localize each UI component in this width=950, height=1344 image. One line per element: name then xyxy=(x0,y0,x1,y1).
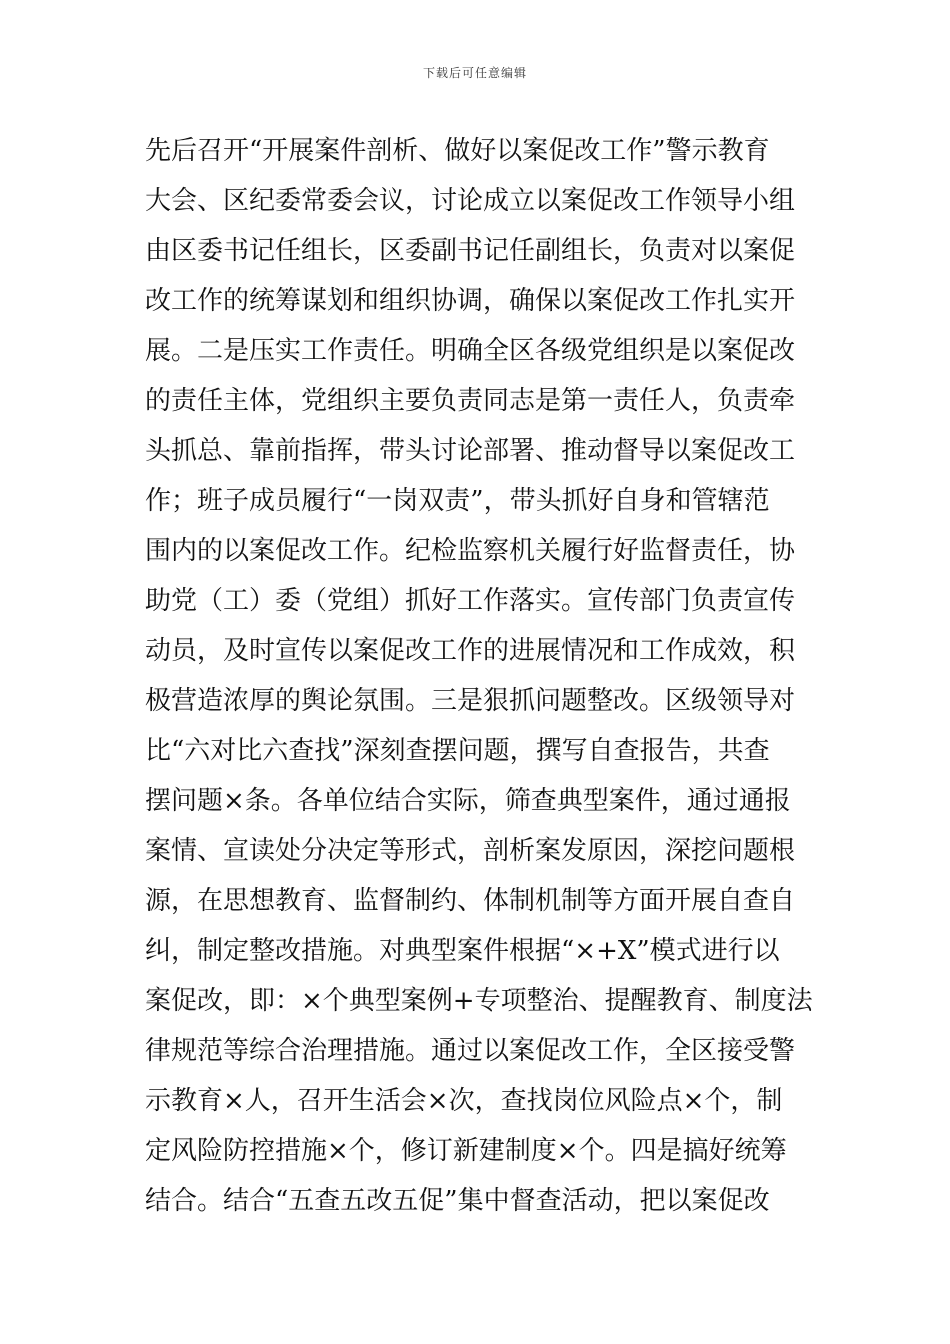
text-line: 比“六对比六查找”深刻查摆问题，撰写自查报告，共查 xyxy=(145,736,770,766)
text-line: 围内的以案促改工作。纪检监察机关履行好监督责任，协 xyxy=(145,536,796,566)
text-line: 头抓总、靠前指挥，带头讨论部署、推动督导以案促改工 xyxy=(145,436,796,466)
text-line: 助党（工）委（党组）抓好工作落实。宣传部门负责宣传 xyxy=(145,586,796,616)
text-line: 源，在思想教育、监督制约、体制机制等方面开展自查自 xyxy=(145,886,796,916)
text-line: 结合。结合“五查五改五促”集中督查活动，把以案促改 xyxy=(145,1186,770,1216)
text-line: 案促改，即：×个典型案例+专项整治、提醒教育、制度法 xyxy=(145,986,813,1016)
text-line: 大会、区纪委常委会议，讨论成立以案促改工作领导小组 xyxy=(145,186,796,216)
text-line: 展。二是压实工作责任。明确全区各级党组织是以案促改 xyxy=(145,336,796,366)
text-line: 极营造浓厚的舆论氛围。三是狠抓问题整改。区级领导对 xyxy=(145,686,796,716)
text-line: 摆问题×条。各单位结合实际，筛查典型案件，通过通报 xyxy=(145,786,791,816)
text-line: 改工作的统筹谋划和组织协调，确保以案促改工作扎实开 xyxy=(145,286,796,316)
text-line: 先后召开“开展案件剖析、做好以案促改工作”警示教育 xyxy=(145,136,770,166)
header-note: 下载后可任意编辑 xyxy=(422,66,527,80)
text-line: 律规范等综合治理措施。通过以案促改工作，全区接受警 xyxy=(145,1036,796,1066)
text-line: 案情、宣读处分决定等形式，剖析案发原因，深挖问题根 xyxy=(145,836,796,866)
text-line: 的责任主体，党组织主要负责同志是第一责任人，负责牵 xyxy=(145,386,796,416)
text-line: 定风险防控措施×个，修订新建制度×个。四是搞好统筹 xyxy=(145,1136,787,1166)
text-line: 示教育×人，召开生活会×次，查找岗位风险点×个，制 xyxy=(145,1086,783,1116)
text-line: 动员，及时宣传以案促改工作的进展情况和工作成效，积 xyxy=(145,636,796,666)
text-line: 由区委书记任组长，区委副书记任副组长，负责对以案促 xyxy=(145,236,796,266)
text-line: 作；班子成员履行“一岗双责”，带头抓好自身和管辖范 xyxy=(145,486,770,516)
body-paragraph xyxy=(145,126,815,1226)
text-line: 纠，制定整改措施。对典型案件根据“×+X”模式进行以 xyxy=(145,936,780,966)
